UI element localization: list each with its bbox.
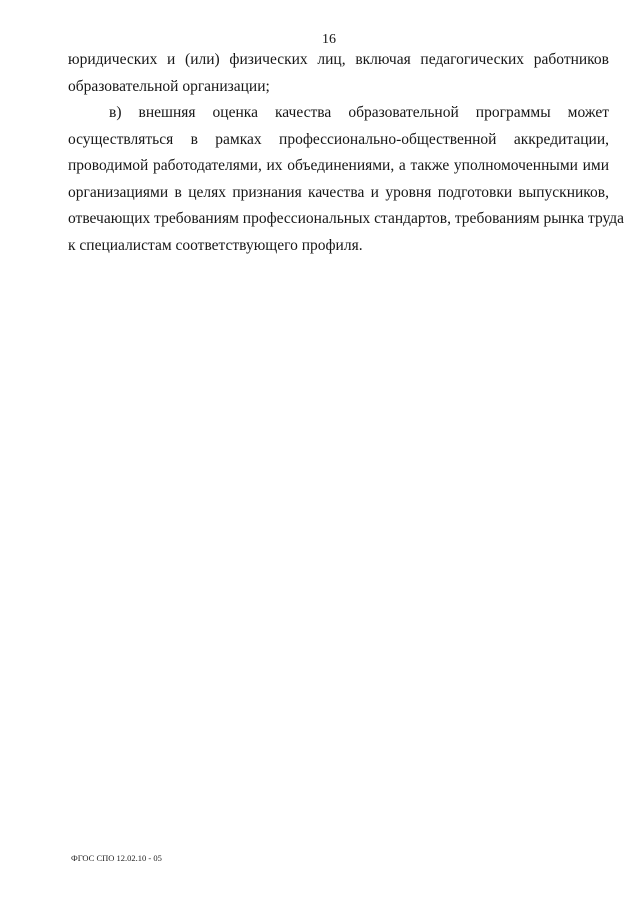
text-line: отвечающих требованиям профессиональных стандартов, требованиям рынка труда [68, 210, 625, 227]
paragraph-2 [68, 100, 625, 259]
text-line: осуществляться в рамках профессионально-общественной аккредитации, [68, 130, 609, 148]
text-line: в) внешняя оценка качества образовательной программы может [109, 104, 609, 121]
document-code-footer: ФГОС СПО 12.02.10 - 05 [71, 853, 162, 863]
text-line: образовательной организации; [68, 77, 270, 95]
page-number: 16 [322, 32, 336, 47]
text-line: организациями в целях признания качества и уровня подготовки выпускников, [68, 183, 609, 201]
body-text [68, 47, 625, 259]
text-line: к специалистам соответствующего профиля. [68, 236, 363, 254]
text-line: юридических и (или) физических лиц, включая педагогических работников [68, 51, 609, 68]
text-line: проводимой работодателями, их объединениями, а также уполномоченными ими [68, 157, 609, 174]
paragraph-1 [68, 47, 609, 100]
